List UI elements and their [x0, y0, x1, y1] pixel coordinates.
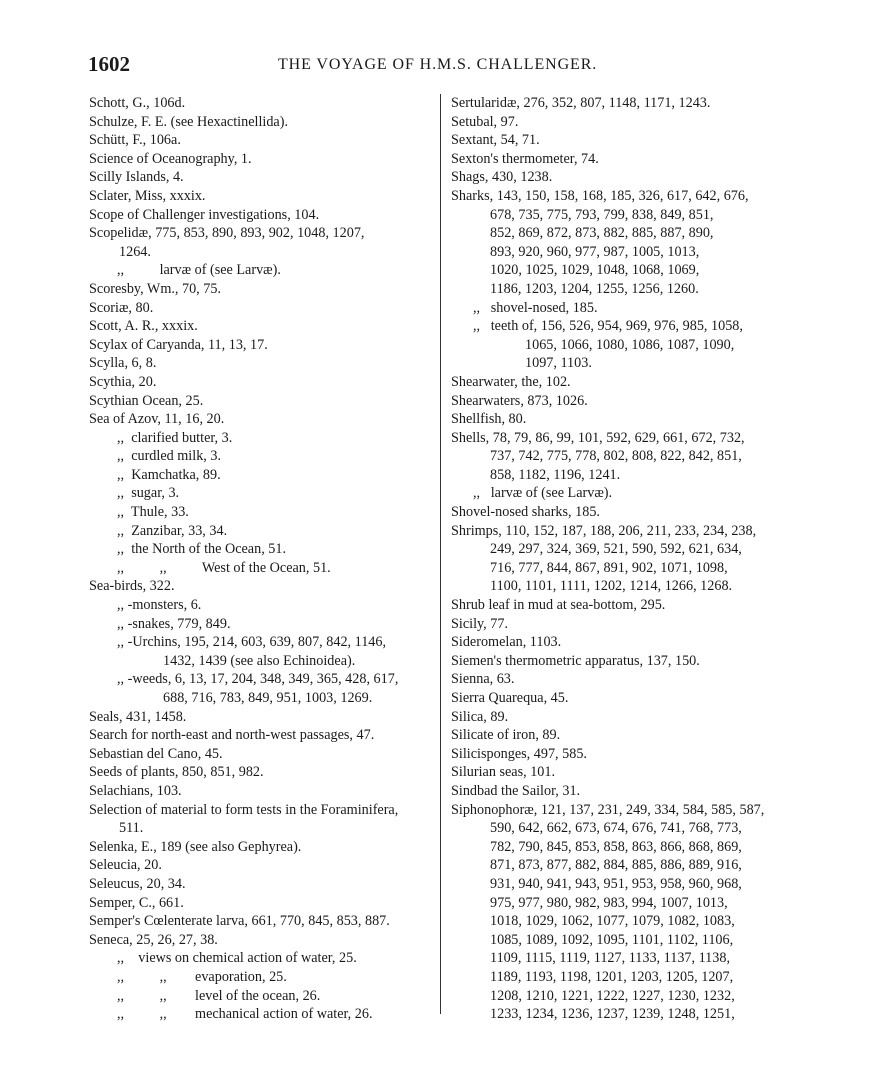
index-entry-line: Seleucia, 20.: [89, 857, 162, 874]
index-entry: [451, 689, 796, 708]
index-entry-line: 688, 716, 783, 849, 951, 1003, 1269.: [163, 690, 373, 706]
index-entry-line: ,, ,, evaporation, 25.: [117, 968, 287, 985]
index-entry-line: Selection of material to form tests in the Foraminifera,: [89, 801, 399, 818]
index-entry: [89, 912, 429, 931]
index-entry: [451, 429, 796, 485]
index-entry: [89, 1005, 429, 1024]
index-entry: [451, 522, 796, 596]
index-entry: [451, 150, 796, 169]
index-entry: [451, 782, 796, 801]
index-entry-line: ,, views on chemical action of water, 25.: [117, 950, 357, 967]
index-entry: [89, 299, 429, 318]
index-entry-line: Shearwaters, 873, 1026.: [451, 392, 588, 409]
index-entry-line: 1097, 1103.: [525, 355, 592, 372]
index-entry-line: ,, Kamchatka, 89.: [117, 466, 221, 483]
index-entry-line: ,, sugar, 3.: [117, 485, 180, 502]
index-entry: [89, 447, 429, 466]
index-entry: [89, 670, 429, 707]
index-entry: [89, 782, 429, 801]
index-entry: [89, 168, 429, 187]
index-entry-line: ,, -Urchins, 195, 214, 603, 639, 807, 842, 1146,: [117, 634, 387, 651]
index-entry: [451, 410, 796, 429]
index-entry-line: Sea of Azov, 11, 16, 20.: [89, 411, 225, 428]
index-entry-line: Sclater, Miss, xxxix.: [89, 187, 206, 204]
index-entry-line: 1432, 1439 (see also Echinoidea).: [163, 652, 356, 669]
index-entry-line: Scylax of Caryanda, 11, 13, 17.: [89, 336, 268, 353]
index-entry-line: Scythia, 20.: [89, 373, 157, 390]
index-entry: [89, 559, 429, 578]
index-entry-line: Sebastian del Cano, 45.: [89, 745, 223, 762]
index-entry-line: Silicate of iron, 89.: [451, 727, 561, 744]
index-entry: [89, 596, 429, 615]
index-entry-line: Scoriæ, 80.: [89, 299, 154, 316]
index-entry-line: ,, clarified butter, 3.: [117, 429, 233, 446]
index-entry: [89, 894, 429, 913]
index-entry-line: Scilly Islands, 4.: [89, 169, 184, 186]
page-number: 1602: [88, 52, 130, 76]
index-entry-line: ,, Zanzibar, 33, 34.: [117, 522, 228, 539]
index-entry-line: 678, 735, 775, 793, 799, 838, 849, 851,: [490, 206, 714, 223]
index-entry-line: Shearwater, the, 102.: [451, 373, 571, 390]
index-entry: [451, 633, 796, 652]
index-entry: [89, 856, 429, 875]
index-entry-line: Schütt, F., 106a.: [89, 132, 181, 149]
index-entry-line: 249, 297, 324, 369, 521, 590, 592, 621, 634,: [490, 541, 742, 558]
index-entry-line: Semper, C., 661.: [89, 894, 184, 911]
index-entry-line: Schott, G., 106d.: [89, 95, 186, 111]
index-entry-line: Sexton's thermometer, 74.: [451, 150, 599, 167]
index-entry-line: Sharks, 143, 150, 158, 168, 185, 326, 617, 642, 676,: [451, 187, 749, 204]
index-entry: [451, 503, 796, 522]
index-entry: [89, 931, 429, 950]
index-entry: [451, 763, 796, 782]
index-entry-line: ,, -monsters, 6.: [117, 597, 202, 614]
index-entry-line: ,, larvæ of (see Larvæ).: [473, 485, 613, 502]
index-entry: [451, 484, 796, 503]
index-entry: [89, 708, 429, 727]
index-entry-line: Siphonophoræ, 121, 137, 231, 249, 334, 584, 585, 587,: [451, 801, 765, 818]
index-entry: [89, 410, 429, 429]
index-entry-line: 1208, 1210, 1221, 1222, 1227, 1230, 1232,: [490, 987, 735, 1004]
index-entry-line: ,, -weeds, 6, 13, 17, 204, 348, 349, 365, 428, 617,: [117, 671, 399, 688]
index-entry: [451, 94, 796, 113]
index-entry: [89, 745, 429, 764]
index-entry: [451, 373, 796, 392]
index-entry: [451, 317, 796, 373]
index-entry: [451, 708, 796, 727]
index-entry-line: ,, ,, level of the ocean, 26.: [117, 987, 321, 1004]
index-entry-line: Sea-birds, 322.: [89, 578, 175, 595]
index-entry: [89, 875, 429, 894]
index-entry: [89, 801, 429, 838]
index-entry: [89, 317, 429, 336]
index-entry-line: Sertularidæ, 276, 352, 807, 1148, 1171, 1243.: [451, 95, 711, 111]
index-entry-line: Seneca, 25, 26, 27, 38.: [89, 931, 218, 948]
index-entry: [451, 670, 796, 689]
index-entry-line: 737, 742, 775, 778, 802, 808, 822, 842, 851,: [490, 448, 742, 465]
index-entry-line: 1186, 1203, 1204, 1255, 1256, 1260.: [490, 280, 699, 297]
index-entry-line: Scott, A. R., xxxix.: [89, 318, 198, 335]
running-title: THE VOYAGE OF H.M.S. CHALLENGER.: [278, 56, 598, 73]
index-entry: [89, 633, 429, 670]
index-entry-line: Semper's Cœlenterate larva, 661, 770, 845, 853, 887.: [89, 913, 390, 930]
index-entry: [89, 113, 429, 132]
index-entry: [89, 373, 429, 392]
index-entry: [89, 968, 429, 987]
index-entry: [89, 336, 429, 355]
index-entry-line: Silicisponges, 497, 585.: [451, 745, 587, 762]
index-entry-line: Science of Oceanography, 1.: [89, 150, 252, 167]
index-entry-line: 716, 777, 844, 867, 891, 902, 1071, 1098,: [490, 559, 728, 576]
index-entry-line: 1189, 1193, 1198, 1201, 1203, 1205, 1207,: [490, 968, 734, 985]
index-entry-line: Search for north-east and north-west passages, 47.: [89, 727, 375, 744]
index-entry-line: Scythian Ocean, 25.: [89, 392, 204, 409]
index-entry-line: Shovel-nosed sharks, 185.: [451, 504, 600, 521]
index-entry: [89, 763, 429, 782]
index-entry-line: Sextant, 54, 71.: [451, 132, 540, 149]
index-entry-line: ,, Thule, 33.: [117, 504, 189, 521]
index-entry-line: Silurian seas, 101.: [451, 764, 556, 781]
index-entry: [89, 540, 429, 559]
index-entry-line: Selenka, E., 189 (see also Gephyrea).: [89, 838, 302, 855]
index-entry-line: Shrimps, 110, 152, 187, 188, 206, 211, 233, 234, 238,: [451, 522, 757, 539]
index-entry-line: Shells, 78, 79, 86, 99, 101, 592, 629, 661, 672, 732,: [451, 429, 745, 446]
index-entry: [89, 187, 429, 206]
index-entry-line: ,, ,, mechanical action of water, 26.: [117, 1006, 373, 1023]
index-entry: [89, 577, 429, 596]
index-entry: [89, 280, 429, 299]
index-entry-line: 893, 920, 960, 977, 987, 1005, 1013,: [490, 243, 700, 260]
index-entry: [451, 131, 796, 150]
index-entry-line: ,, the North of the Ocean, 51.: [117, 541, 287, 558]
index-entry: [89, 150, 429, 169]
index-entry: [89, 838, 429, 857]
index-entry-line: Scylla, 6, 8.: [89, 355, 157, 372]
index-entry-line: 858, 1182, 1196, 1241.: [490, 466, 621, 483]
index-entry-line: Setubal, 97.: [451, 113, 519, 130]
index-entry: [89, 429, 429, 448]
index-entry: [451, 113, 796, 132]
index-entry-line: ,, curdled milk, 3.: [117, 448, 222, 465]
index-entry-line: Scoresby, Wm., 70, 75.: [89, 280, 222, 297]
index-entry-line: 590, 642, 662, 673, 674, 676, 741, 768, 773,: [490, 820, 742, 837]
index-entry-line: Sierra Quarequa, 45.: [451, 690, 569, 706]
index-column-right: [451, 94, 796, 1024]
index-entry-line: Sindbad the Sailor, 31.: [451, 782, 581, 799]
index-entry-line: 1065, 1066, 1080, 1086, 1087, 1090,: [525, 336, 735, 353]
index-entry-line: Sicily, 77.: [451, 615, 509, 632]
index-entry: [451, 801, 796, 1024]
index-entry-line: ,, larvæ of (see Larvæ).: [117, 262, 281, 279]
index-entry-line: 1100, 1101, 1111, 1202, 1214, 1266, 1268.: [490, 578, 733, 595]
index-entry-line: Seleucus, 20, 34.: [89, 875, 186, 892]
index-entry-line: 852, 869, 872, 873, 882, 885, 887, 890,: [490, 225, 714, 242]
index-entry-line: 1233, 1234, 1236, 1237, 1239, 1248, 1251,: [490, 1006, 735, 1023]
index-entry-line: Schulze, F. E. (see Hexactinellida).: [89, 113, 288, 130]
index-entry: [89, 987, 429, 1006]
index-entry: [451, 615, 796, 634]
page-header: [0, 52, 880, 82]
index-entry: [89, 131, 429, 150]
index-column-left: [89, 94, 429, 1024]
index-entry: [89, 949, 429, 968]
index-entry: [451, 168, 796, 187]
index-entry-line: 871, 873, 877, 882, 884, 885, 886, 889, 916,: [490, 857, 742, 874]
index-entry-line: Shags, 430, 1238.: [451, 169, 553, 186]
column-divider: [440, 94, 441, 1014]
index-entry-line: Sienna, 63.: [451, 671, 515, 688]
index-entry: [89, 484, 429, 503]
index-entry-line: 1109, 1115, 1119, 1127, 1133, 1137, 1138,: [490, 950, 730, 967]
index-entry-line: 1020, 1025, 1029, 1048, 1068, 1069,: [490, 262, 700, 279]
index-entry-line: 1018, 1029, 1062, 1077, 1079, 1082, 1083,: [490, 913, 735, 930]
index-entry-line: Seeds of plants, 850, 851, 982.: [89, 764, 264, 781]
index-entry-line: 1264.: [119, 243, 151, 260]
index-entry: [89, 94, 429, 113]
index-entry: [89, 726, 429, 745]
index-entry-line: Shellfish, 80.: [451, 411, 527, 428]
index-entry-line: ,, teeth of, 156, 526, 954, 969, 976, 985, 1058,: [473, 318, 743, 335]
index-entry-line: Scopelidæ, 775, 853, 890, 893, 902, 1048, 1207,: [89, 225, 365, 242]
index-entry: [451, 726, 796, 745]
index-entry-line: Seals, 431, 1458.: [89, 708, 187, 725]
index-entry-line: 931, 940, 941, 943, 951, 953, 958, 960, 968,: [490, 875, 742, 892]
index-entry-line: Selachians, 103.: [89, 782, 182, 799]
index-entry-line: Shrub leaf in mud at sea-bottom, 295.: [451, 597, 666, 614]
index-entry: [451, 299, 796, 318]
index-entry: [89, 522, 429, 541]
index-entry: [89, 392, 429, 411]
index-entry: [451, 187, 796, 299]
index-entry: [89, 615, 429, 634]
index-entry: [89, 261, 429, 280]
index-entry: [451, 596, 796, 615]
index-entry: [451, 652, 796, 671]
index-entry: [451, 745, 796, 764]
index-entry: [89, 206, 429, 225]
index-entry-line: Siemen's thermometric apparatus, 137, 150.: [451, 652, 700, 669]
index-entry-line: ,, -snakes, 779, 849.: [117, 615, 231, 632]
index-entry-line: 782, 790, 845, 853, 858, 863, 866, 868, 869,: [490, 838, 742, 855]
index-entry: [89, 224, 429, 261]
index-entry: [89, 354, 429, 373]
index-entry-line: ,, ,, West of the Ocean, 51.: [117, 559, 331, 576]
index-entry-line: 1085, 1089, 1092, 1095, 1101, 1102, 1106,: [490, 931, 734, 948]
index-entry-line: ,, shovel-nosed, 185.: [473, 299, 598, 316]
index-entry-line: Sideromelan, 1103.: [451, 634, 562, 651]
index-entry-line: Silica, 89.: [451, 708, 509, 725]
index-entry-line: 511.: [119, 820, 144, 837]
index-entry-line: Scope of Challenger investigations, 104.: [89, 206, 320, 223]
index-entry: [451, 392, 796, 411]
index-entry-line: 975, 977, 980, 982, 983, 994, 1007, 1013,: [490, 894, 728, 911]
index-entry: [89, 466, 429, 485]
index-entry: [89, 503, 429, 522]
